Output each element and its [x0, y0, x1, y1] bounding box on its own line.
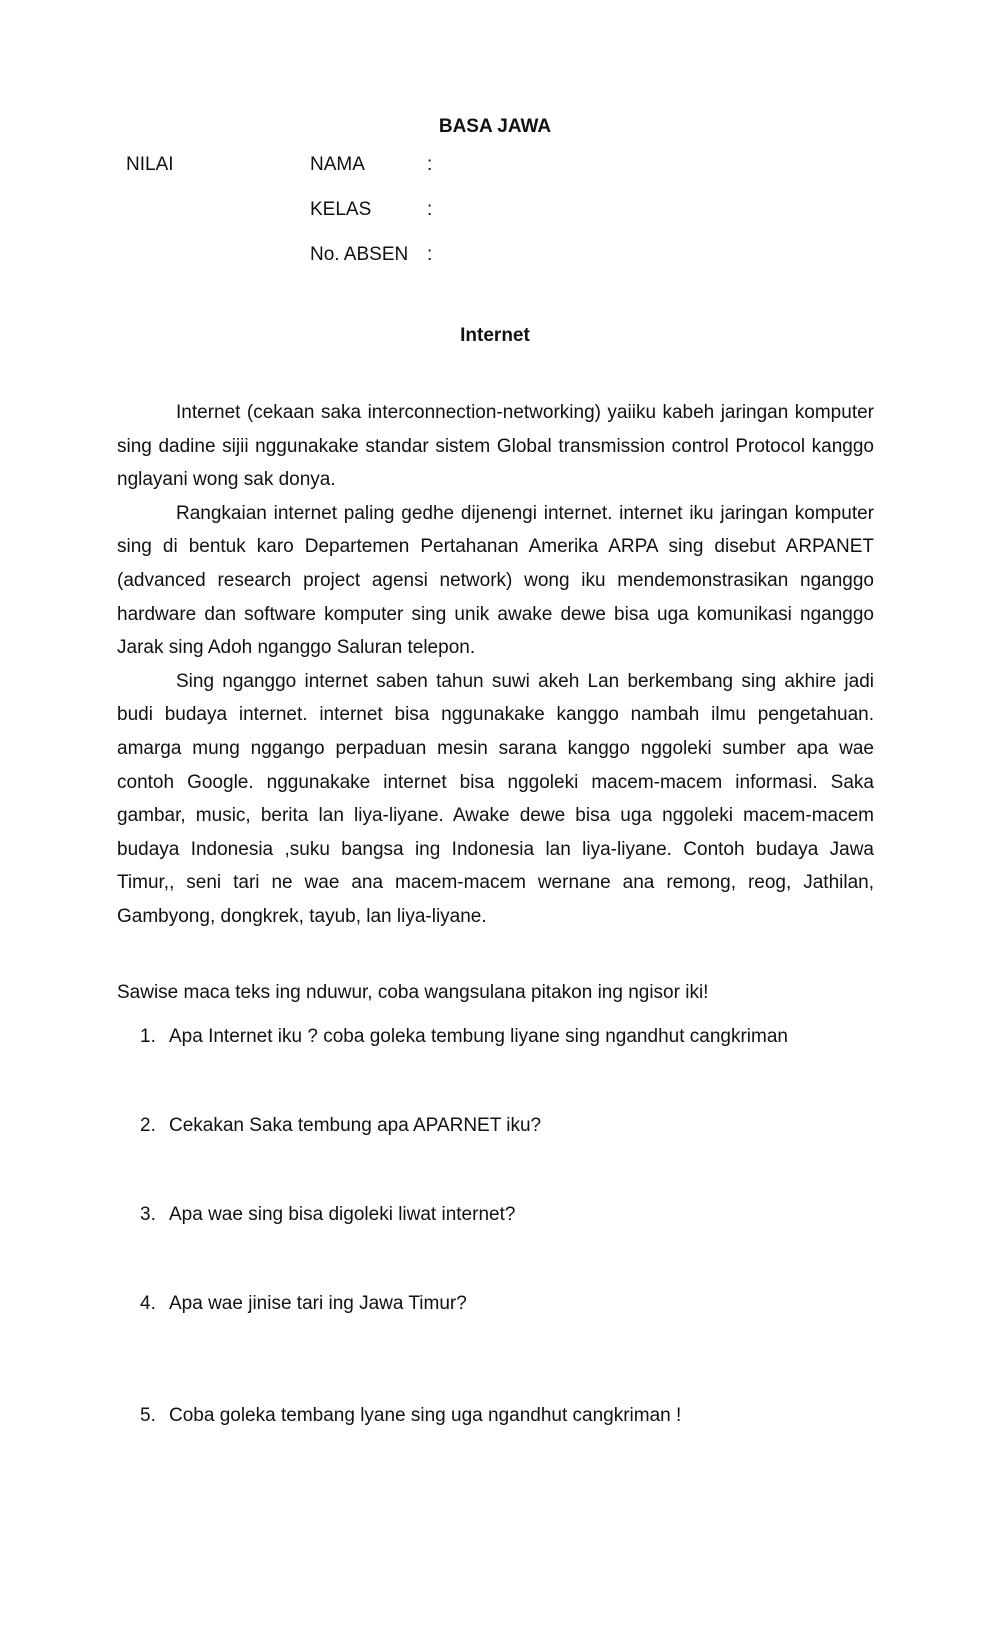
question-text: Coba goleka tembang lyane sing uga ngandhut cangkriman ! [169, 1405, 682, 1426]
nilai-label: NILAI [126, 154, 174, 175]
reading-passage [117, 396, 874, 934]
document-title-text: BASA JAWA [438, 116, 552, 137]
question-2 [140, 1113, 541, 1139]
instruction-text: Sawise maca teks ing nduwur, coba wangsulana pitakon ing ngisor iki! [117, 982, 709, 1003]
question-1 [140, 1024, 788, 1050]
document-title [0, 116, 1000, 138]
nama-colon: : [427, 154, 433, 175]
kelas-label: KELAS [310, 199, 372, 220]
nama-label: NAMA [310, 154, 365, 175]
absen-colon: : [427, 244, 433, 265]
question-5 [140, 1403, 681, 1429]
question-number: 2. [140, 1115, 156, 1136]
question-number: 3. [140, 1204, 156, 1225]
paragraph-1: Internet (cekaan saka interconnection-networking) yaiiku kabeh jaringan komputer sing dadine sijii nggunakake standar sistem Global transmission control Protocol kanggo nglayani wong sak donya. [117, 402, 874, 491]
question-number: 1. [140, 1026, 156, 1047]
question-number: 4. [140, 1293, 156, 1314]
absen-label: No. ABSEN [310, 244, 409, 265]
question-text: Cekakan Saka tembung apa APARNET iku? [169, 1115, 542, 1136]
kelas-colon: : [427, 199, 433, 220]
section-title [0, 325, 1000, 347]
question-text: Apa wae jinise tari ing Jawa Timur? [169, 1293, 467, 1314]
question-4 [140, 1291, 467, 1317]
question-number: 5. [140, 1405, 156, 1426]
question-text: Apa Internet iku ? coba goleka tembung liyane sing ngandhut cangkriman [169, 1026, 788, 1047]
section-title-text: Internet [460, 325, 530, 346]
paragraph-3: Sing nganggo internet saben tahun suwi akeh Lan berkembang sing akhire jadi budi budaya internet. internet bisa nggunakake kanggo nambah ilmu pengetahuan. amarga mung nggango perpaduan mesin sarana kanggo nggoleki sumber apa wae contoh Google. nggunakake internet bisa nggoleki macem-macem informasi. Saka gambar, music, berita lan liya-liyane. Awake dewe bisa uga nggoleki macem-macem budaya Indonesia ,suku bangsa ing Indonesia lan liya-liyane. Contoh budaya Jawa Timur,, seni tari ne wae ana macem-macem wernane ana remong, reog, Jathilan, Gambyong, dongkrek, tayub, lan liya-liyane. [117, 670, 874, 927]
paragraph-2: Rangkaian internet paling gedhe dijenengi internet. internet iku jaringan komputer sing di bentuk karo Departemen Pertahanan Amerika ARPA sing disebut ARPANET (advanced research project agensi network) wong iku mendemonstrasikan nganggo hardware dan software komputer sing unik awake dewe bisa uga komunikasi nganggo Jarak sing Adoh nganggo Saluran telepon. [117, 502, 874, 659]
question-3 [140, 1202, 515, 1228]
question-text: Apa wae sing bisa digoleki liwat internet? [169, 1204, 516, 1225]
